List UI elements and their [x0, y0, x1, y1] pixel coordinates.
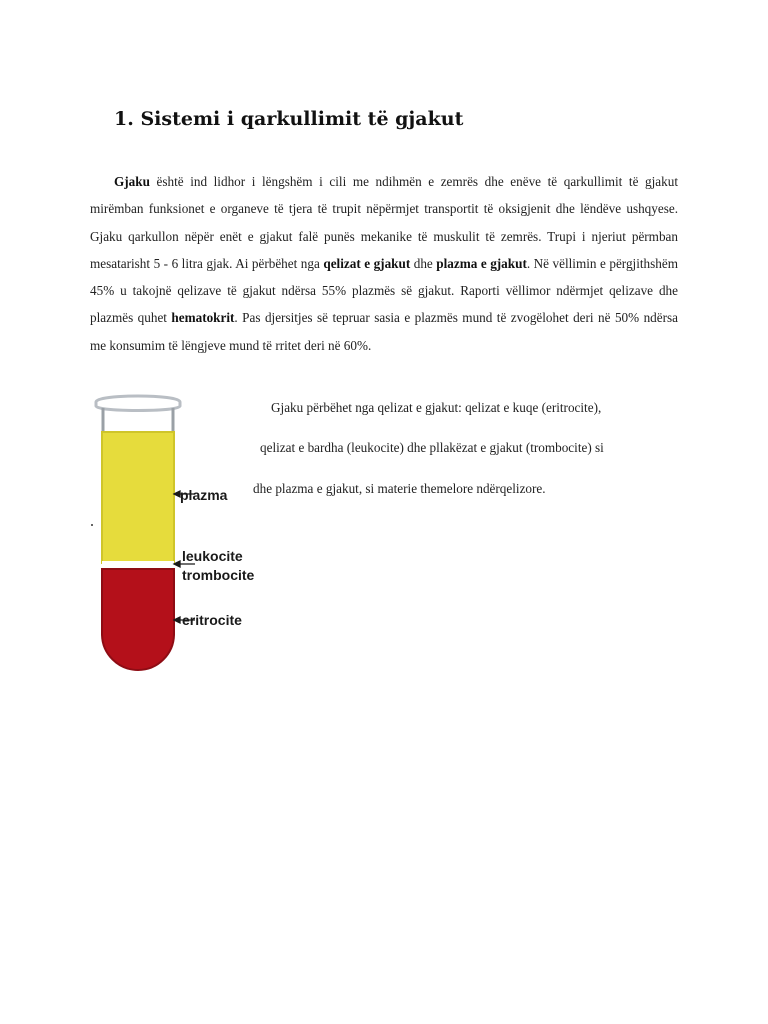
blood-tube-illustration	[86, 388, 270, 678]
term-gjaku: Gjaku	[114, 174, 150, 189]
term-qelizat: qelizat e gjakut	[323, 255, 411, 271]
paragraph-text-4: . Pas djersitjes së tepruar sasia e plazmës mund të zvogëlohet deri në 50% ndërsa me konsumim të lëngjeve mund të rritet deri në 60%.	[90, 310, 678, 353]
section-heading: 1. Sistemi i qarkullimit të gjakut	[114, 108, 464, 130]
paragraph-text-1: është ind lidhor i lëngshëm i cili me ndihmën e zemrës dhe enëve të qarkullimit të gjakut mirëmban funksionet e organeve të tjera të trupit nëpërmjet transportit të oksigjenit dhe lëndëve ushqyese. Gjaku qarkullon nëpër enët e gjakut falë punës mekanike të muskulit të zemrës. Trupi i njeriut përmban mesatarisht 5 - 6 litra gjak. Ai përbëhet nga	[90, 174, 678, 271]
caption-line-2: qelizat e bardha (leukocite) dhe pllakëzat e gjakut (trombocite) si	[260, 440, 604, 455]
caption-line-3: dhe plazma e gjakut, si materie themelore ndërqelizore.	[253, 481, 546, 496]
label-plazma: plazma	[180, 487, 228, 503]
term-plazma: plazma e gjakut	[436, 255, 527, 271]
paragraph-text-3: . Në vëllimin e përgjithshëm 45% u takojnë qelizave të gjakut ndërsa 55% plazmës së gjakut. Raporti vëllimor ndërmjet qelizave dhe plazmës quhet	[90, 255, 678, 326]
caption-line-1: Gjaku përbëhet nga qelizat e gjakut: qelizat e kuqe (eritrocite),	[271, 400, 602, 415]
tube-rim	[96, 396, 180, 411]
label-eritrocite: eritrocite	[182, 612, 242, 628]
buffy-coat-layer	[102, 561, 174, 569]
label-leukocite: leukocite	[182, 548, 243, 564]
term-hematokrit: hematokrit	[171, 310, 235, 326]
red-cells-layer	[102, 569, 174, 670]
blood-tube-figure	[86, 388, 270, 678]
paragraph-text-2: dhe	[410, 255, 437, 271]
intro-paragraph	[90, 168, 678, 359]
stray-mark	[91, 524, 93, 526]
label-trombocite: trombocite	[182, 567, 255, 583]
plasma-layer	[102, 432, 174, 563]
